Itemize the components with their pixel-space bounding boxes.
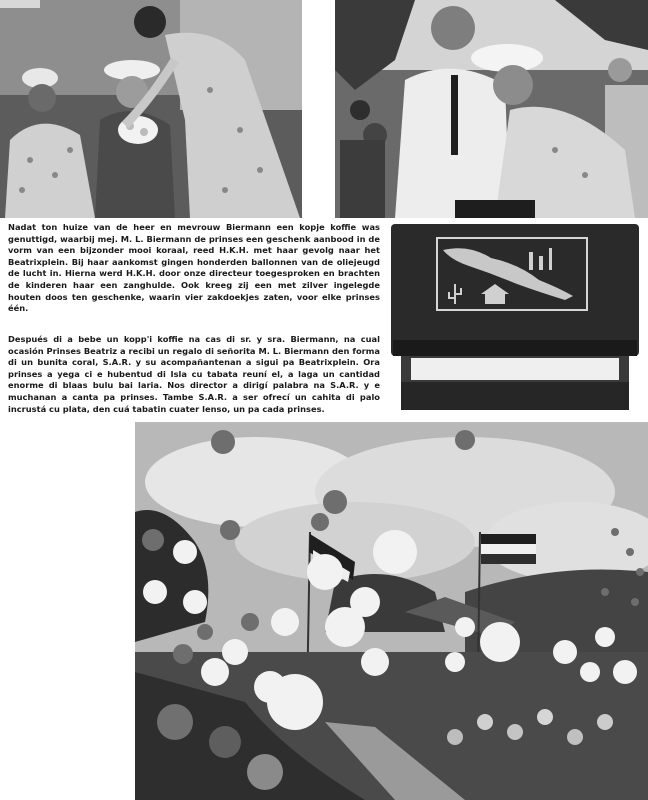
photo-box-presentation xyxy=(335,0,648,218)
caption-papiamentu: Después di a bebe un kopp'i koffie na cas di sr. y sra. Biermann, na cual ocasión Prinses Beatriz a recibi un regalo di señorita M. L. Biermann den forma di un bunita coral, S.A.R. y su acompañantenan a sigui pa Beatrixplein. Ora prinses a yega ci e hubentud di Isla cu tabata reuní el, a laga un cantidad enorme di blaas bulu bai laria. Nos director a dirigí palabra na S.A.R. y e muchanan a canta pa prinses. Tambe S.A.R. a ser ofrecí un cahita di palo incrustá cu plata, den cuá tabatin cuater lenso, un pa cada prinses. xyxy=(8,334,380,414)
caption-dutch: Nadat ton huize van de heer en mevrouw Biermann een kopje koffie was genuttigd, waarbij mej. M. L. Biermann de prinses een geschenk aanbood in de vorm van een bijzonder mooi koraal, reed H.K.H. met haar gevolg naar het Beatrixplein. Bij haar aankomst gingen honderden ballonnen van de oliejeugd de lucht in. Hierna werd H.K.H. door onze directeur toegesproken en brachten de kinderen haar een zanghulde. Ook kreeg zij een met zilver ingelegde houten doos ten geschenke, waarin vier zakdoekjes zaten, voor elke prinses één. xyxy=(8,222,380,314)
photo-balloon-release xyxy=(135,422,648,800)
photo-inlaid-box xyxy=(389,222,641,417)
photo-coffee-gift xyxy=(0,0,302,218)
